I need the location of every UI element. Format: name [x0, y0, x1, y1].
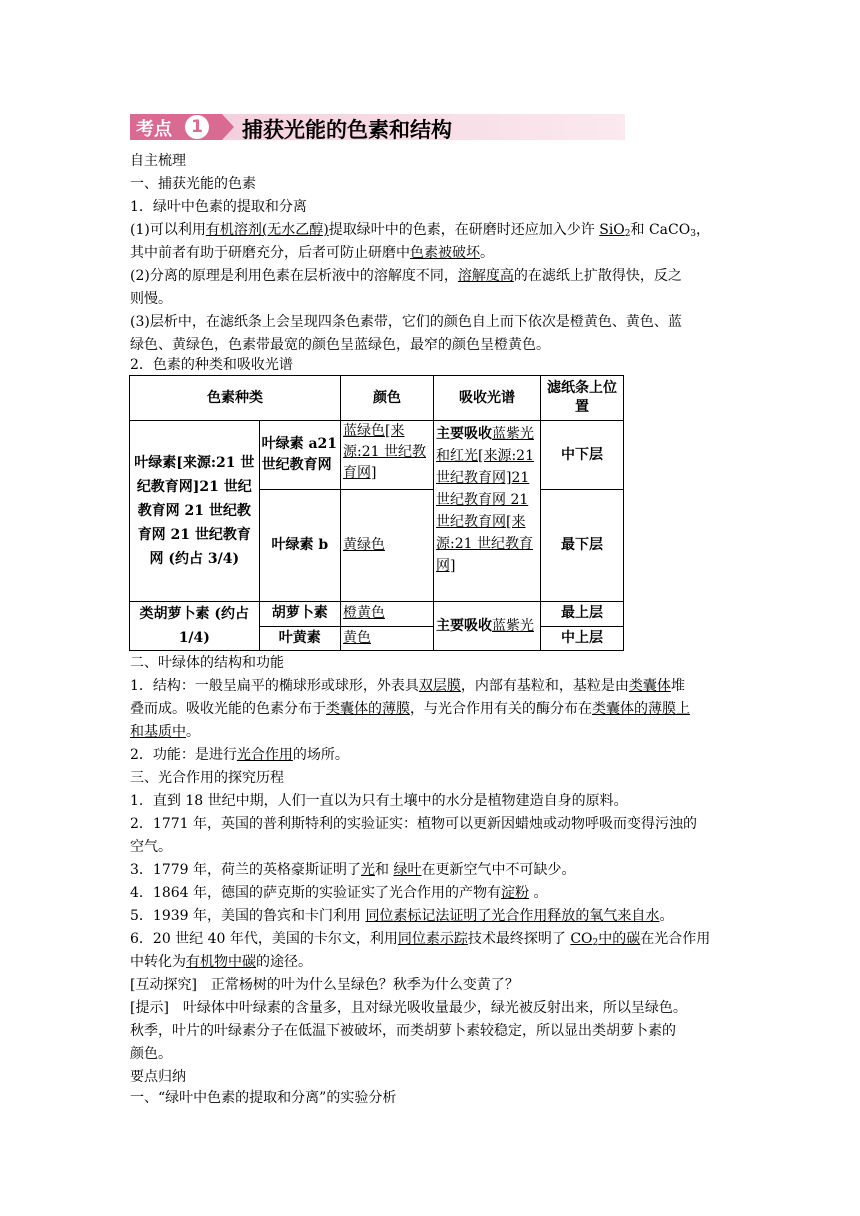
badge-number: 1 [185, 115, 209, 139]
table-cell [341, 602, 434, 627]
text-span: ，与光合作用有关的酶分布在 [410, 701, 592, 717]
answer-span [570, 931, 640, 947]
text-span: 在光合作用 [640, 931, 711, 947]
table-cell: 最上层 [541, 602, 624, 627]
subscript: 2 [624, 229, 631, 239]
text-span: 1．结构：一般呈扁平的椭球形或球形，外表具 [130, 678, 419, 694]
section-banner [130, 114, 625, 140]
answer-span: 类囊体的薄膜上 [592, 701, 690, 717]
answer-span: 和基质中 [130, 724, 186, 740]
answer-span: 光合作用 [236, 747, 293, 763]
text-line: 绿色、黄绿色，色素带最宽的颜色呈蓝绿色，最窄的颜色呈橙黄色。 [130, 337, 550, 353]
table-cell: 胡萝卜素 [259, 602, 340, 627]
text-span: 4．1864 年，德国的萨克斯的实验证实了光合作用的产物有 [130, 885, 501, 901]
answer-span: 类囊体 [628, 678, 671, 694]
table-cell: 类胡萝卜素 (约占 1/4) [130, 602, 260, 651]
text-line: 颜色。 [130, 1046, 172, 1062]
answer-span: 黄色 [343, 629, 371, 646]
text-span: 中的碳 [598, 931, 641, 947]
text-line: 2．色素的种类和吸收光谱 [130, 357, 293, 373]
text-span: 3．1779 年，荷兰的英格豪斯证明了 [130, 862, 361, 878]
text-line [130, 883, 547, 903]
answer-span: 同位素标记法证明了光合作用释放的氧气来自水 [365, 908, 660, 924]
text-span: 。 [529, 885, 548, 901]
topic-badge [130, 114, 222, 140]
text-line [130, 929, 710, 953]
table-header: 吸收光谱 [434, 376, 541, 421]
answer-span: 蓝绿色[来源:21 世纪教育网] [343, 423, 426, 481]
table-cell: 叶绿素 b [259, 490, 340, 602]
text-line: 2．1771 年，英国的普利斯特利的实验证实：植物可以更新因蜡烛或动物呼吸而变得污浊的 [130, 816, 697, 832]
table-cell [341, 626, 434, 651]
badge-label: 考点 [136, 119, 172, 140]
text-span: 和 [375, 862, 394, 878]
text-span: (1)可以利用 [130, 222, 206, 238]
table-header: 滤纸条上位置 [541, 376, 624, 421]
text-span: 主要吸收 [436, 426, 492, 442]
text-span: 其中前者有助于研磨充分，后者可防止研磨中 [130, 245, 410, 261]
subscript: 2 [592, 938, 599, 948]
text-span: 在更新空气中不可缺少。 [421, 862, 576, 878]
table-header: 色素种类 [130, 376, 341, 421]
text-span: 叠而成。吸收光能的色素分布于 [130, 701, 326, 717]
table-header: 颜色 [341, 376, 434, 421]
text-span: 提取绿叶中的色素，在研磨时还应加入少许 [328, 222, 600, 238]
table-cell: 叶绿素[来源:21 世纪教育网]21 世纪教育网 21 世纪教育网 21 世纪教育网 (约占 3/4) [130, 421, 260, 602]
answer-span: 双层膜 [418, 678, 461, 694]
text-line [130, 220, 710, 244]
table-cell [341, 421, 434, 490]
text-span: 的途径。 [256, 954, 312, 970]
table-cell: 中下层 [541, 421, 624, 490]
pigment-table [129, 375, 624, 651]
text-span: 的在滤纸上扩散得快，反之 [513, 268, 682, 284]
text-line [130, 860, 575, 880]
text-span: 技术最终探明了 [467, 931, 571, 947]
subscript: 3 [690, 229, 696, 239]
text-line: 则慢。 [130, 291, 172, 307]
table-cell [341, 490, 434, 602]
text-span: 6．20 世纪 40 年代，美国的卡尔文，利用 [130, 931, 398, 947]
section-title: 捕获光能的色素和结构 [242, 118, 452, 142]
text-line: 空气。 [130, 839, 172, 855]
answer-span: 光 [361, 862, 375, 878]
table-row [130, 602, 624, 627]
table-row [130, 421, 624, 490]
table-cell: 叶绿素 a21 世纪教育网 [259, 421, 340, 490]
table-cell: 最下层 [541, 490, 624, 602]
text-line [130, 952, 312, 972]
text-span: CO [570, 931, 593, 947]
text-line [130, 243, 494, 263]
answer-span: 有机溶剂(无水乙醇) [205, 222, 329, 238]
answer-span: 淀粉 [501, 885, 529, 901]
text-line: 一、“绿叶中色素的提取和分离”的实验分析 [130, 1090, 397, 1106]
text-line: 要点归纳 [130, 1069, 186, 1085]
text-span: ， [695, 222, 710, 238]
answer-span: 有机物中碳 [186, 954, 256, 970]
text-span: 中转化为 [130, 954, 186, 970]
answer-span: 蓝紫光 [492, 617, 534, 634]
text-line: 三、光合作用的探究历程 [130, 770, 284, 786]
answer-span [599, 222, 630, 238]
text-line: 二、叶绿体的结构和功能 [130, 655, 284, 671]
table-cell [434, 602, 541, 651]
text-span: SiO [599, 222, 625, 238]
text-line [130, 745, 349, 765]
text-line: (3)层析中，在滤纸条上会呈现四条色素带，它们的颜色自上而下依次是橙黄色、黄色、蓝 [130, 314, 682, 330]
answer-span: 类囊体的薄膜 [326, 701, 410, 717]
table-cell: 中上层 [541, 626, 624, 651]
text-span: 2．功能：是进行 [130, 747, 237, 763]
text-span: ，内部有基粒和，基粒是由 [460, 678, 629, 694]
text-line [130, 906, 673, 926]
text-line [130, 722, 200, 742]
text-span: 。 [659, 908, 674, 924]
answer-span: 黄绿色 [343, 537, 385, 553]
text-line: [提示] 叶绿体中叶绿素的含量多，且对绿光吸收量最少，绿光被反射出来，所以呈绿色。 [130, 1000, 687, 1016]
text-span: 和 CaCO [630, 222, 691, 238]
text-line [130, 676, 685, 696]
text-span: 5．1939 年，美国的鲁宾和卡门利用 [130, 908, 366, 924]
answer-span: 溶解度高 [457, 268, 514, 284]
answer-span: 橙黄色 [343, 605, 385, 622]
answer-span: 蓝紫光和红光[来源:21 世纪教育网]21 世纪教育网 21 世纪教育网[来源:21 世纪教育网] [436, 426, 534, 574]
text-span: 。 [480, 245, 494, 261]
text-line: 自主梳理 [130, 153, 186, 169]
badge-arrow-shape [222, 114, 234, 140]
text-line: 一、捕获光能的色素 [130, 176, 256, 192]
text-span: 堆 [670, 678, 685, 694]
text-line: 1．绿叶中色素的提取和分离 [130, 199, 307, 215]
text-span: 的场所。 [292, 747, 349, 763]
text-line [130, 266, 682, 286]
table-header-row [130, 376, 624, 421]
answer-span: 绿叶 [393, 862, 422, 878]
text-span: (2)分离的原理是利用色素在层析液中的溶解度不同， [130, 268, 458, 284]
table-cell: 叶黄素 [259, 626, 340, 651]
answer-span: 色素被破坏 [410, 245, 480, 261]
text-line: [互动探究] 正常杨树的叶为什么呈绿色？秋季为什么变黄了？ [130, 977, 519, 993]
table-cell [434, 421, 541, 602]
text-span: 。 [186, 724, 200, 740]
text-span: 主要吸收 [436, 617, 492, 634]
text-line: 秋季，叶片的叶绿素分子在低温下被破坏，而类胡萝卜素较稳定，所以显出类胡萝卜素的 [130, 1023, 676, 1039]
answer-span: 同位素示踪 [397, 931, 468, 947]
text-line: 1．直到 18 世纪中期，人们一直以为只有土壤中的水分是植物建造自身的原料。 [130, 793, 628, 809]
text-line [130, 699, 690, 719]
